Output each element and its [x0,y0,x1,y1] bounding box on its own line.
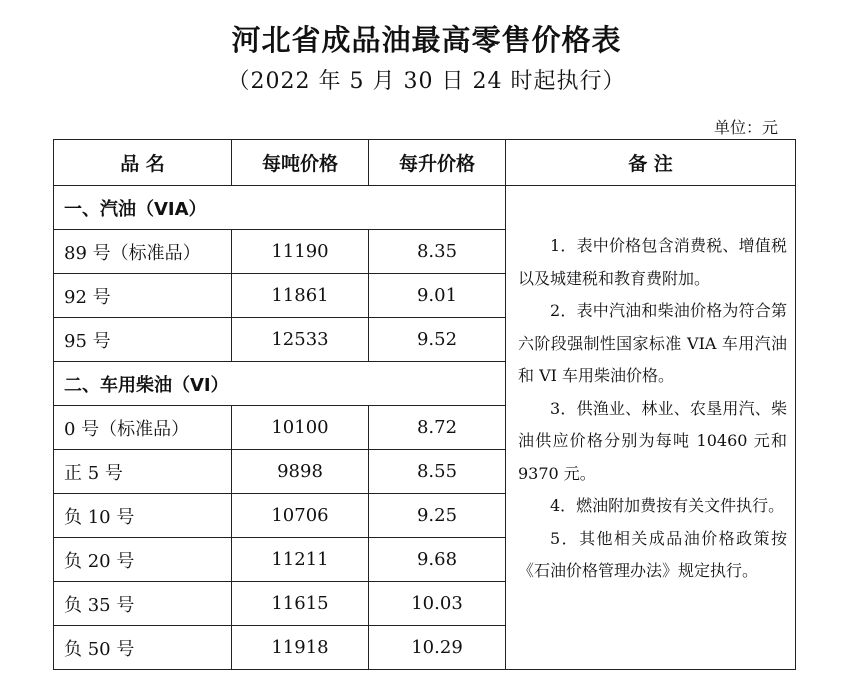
price-per-ton: 11918 [232,626,369,670]
header-row [54,140,796,186]
section-diesel: 二、车用柴油（VI） [54,362,506,406]
note-5: 5．其他相关成品油价格政策按《石油价格管理办法》规定执行。 [518,528,787,580]
section-gasoline: 一、汽油（VIA） [54,186,506,230]
header-price-per-ton: 每吨价格 [232,140,369,186]
unit-label: 单位：元 [713,118,778,137]
section-row-gasoline [54,186,796,230]
effective-date: （2022 年 5 月 30 日 24 时起执行） [227,69,626,94]
price-per-liter: 9.01 [369,274,506,318]
header-remarks: 备 注 [506,140,796,186]
remarks-cell [506,186,796,670]
price-per-ton: 11190 [232,230,369,274]
product-name: 正 5 号 [54,450,232,494]
product-name: 负 35 号 [54,582,232,626]
price-per-ton: 12533 [232,318,369,362]
price-per-liter: 8.55 [369,450,506,494]
product-name: 95 号 [54,318,232,362]
header-product-name: 品 名 [54,140,232,186]
price-per-ton: 11211 [232,538,369,582]
note-4: 4．燃油附加费按有关文件执行。 [550,496,785,515]
product-name: 负 20 号 [54,538,232,582]
product-name: 89 号（标准品） [54,230,232,274]
price-per-liter: 9.52 [369,318,506,362]
price-per-ton: 9898 [232,450,369,494]
price-per-ton: 11615 [232,582,369,626]
price-per-liter: 10.03 [369,582,506,626]
product-name: 0 号（标准品） [54,406,232,450]
price-per-ton: 11861 [232,274,369,318]
price-per-liter: 8.35 [369,230,506,274]
price-per-liter: 9.68 [369,538,506,582]
price-table [53,139,796,670]
header-price-per-liter: 每升价格 [369,140,506,186]
note-3: 3．供渔业、林业、农垦用汽、柴油供应价格分别为每吨 10460 元和 9370 元。 [518,398,787,483]
product-name: 负 10 号 [54,494,232,538]
price-per-liter: 10.29 [369,626,506,670]
document-title: 河北省成品油最高零售价格表 [231,23,622,57]
product-name: 负 50 号 [54,626,232,670]
price-per-ton: 10706 [232,494,369,538]
note-1: 1．表中价格包含消费税、增值税以及城建税和教育费附加。 [518,236,787,288]
price-per-ton: 10100 [232,406,369,450]
price-per-liter: 9.25 [369,494,506,538]
product-name: 92 号 [54,274,232,318]
price-per-liter: 8.72 [369,406,506,450]
note-2: 2．表中汽油和柴油价格为符合第六阶段强制性国家标准 VIA 车用汽油和 VI 车用柴油价格。 [518,301,787,385]
